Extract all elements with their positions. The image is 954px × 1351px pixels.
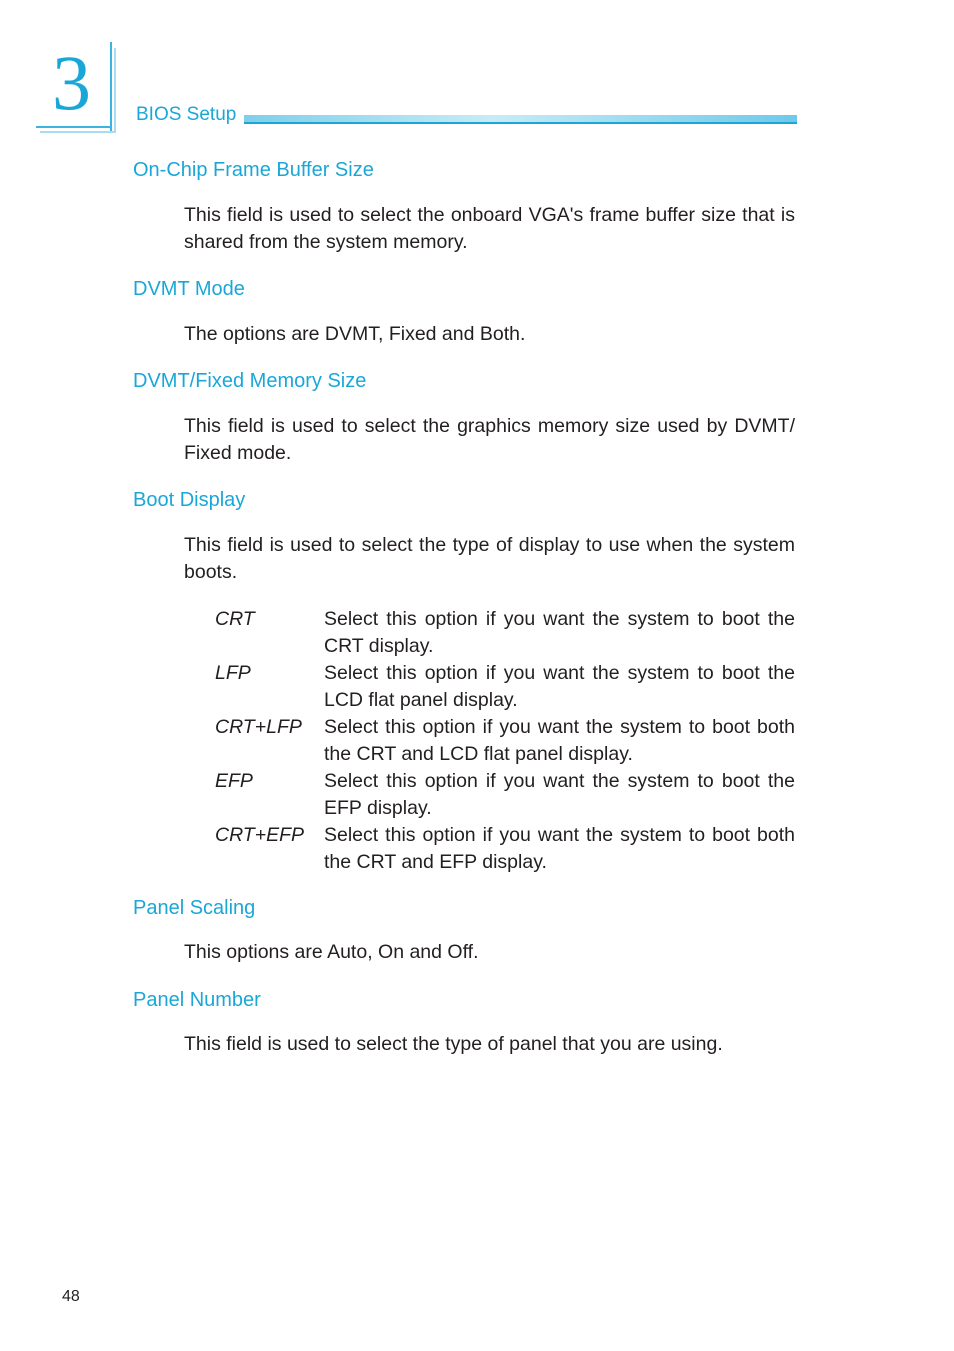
section-heading: On-Chip Frame Buffer Size <box>133 159 374 181</box>
section-heading: DVMT/Fixed Memory Size <box>133 370 367 392</box>
option-term: CRT <box>215 608 255 630</box>
section-body: This field is used to select the type of panel that you are using. <box>184 1033 723 1055</box>
section-heading: Boot Display <box>133 489 246 511</box>
chapter-divider-line <box>40 131 116 133</box>
option-description: Select this option if you want the system to boot the CRT display. <box>324 608 795 657</box>
chapter-divider-line <box>36 126 112 128</box>
option-term: CRT+EFP <box>215 824 305 846</box>
option-term: EFP <box>215 770 253 792</box>
option-description: Select this option if you want the system to boot the LCD flat panel display. <box>324 662 795 711</box>
section-body: The options are DVMT, Fixed and Both. <box>184 323 526 345</box>
section-body: This field is used to select the graphics memory size used by DVMT/ Fixed mode. <box>184 415 795 464</box>
option-description: Select this option if you want the system to boot both the CRT and LCD flat panel display. <box>324 716 795 765</box>
page-number: 48 <box>62 1288 80 1305</box>
chapter-divider-line <box>114 48 116 132</box>
option-description: Select this option if you want the system to boot both the CRT and EFP display. <box>324 824 795 873</box>
option-term: CRT+LFP <box>215 716 302 738</box>
running-header: BIOS Setup <box>136 104 237 125</box>
chapter-divider-line <box>110 42 112 132</box>
section-heading: Panel Scaling <box>133 897 256 919</box>
section-body: This field is used to select the type of display to use when the system boots. <box>184 534 795 583</box>
option-term: LFP <box>215 662 251 684</box>
chapter-number: 3 <box>52 39 91 126</box>
header-rule-line <box>244 122 797 124</box>
section-body: This options are Auto, On and Off. <box>184 941 479 963</box>
section-body: This field is used to select the onboard VGA's frame buffer size that is shared from the system memory. <box>184 204 795 253</box>
option-description: Select this option if you want the system to boot the EFP display. <box>324 770 795 819</box>
section-heading: DVMT Mode <box>133 278 245 300</box>
section-heading: Panel Number <box>133 989 261 1011</box>
